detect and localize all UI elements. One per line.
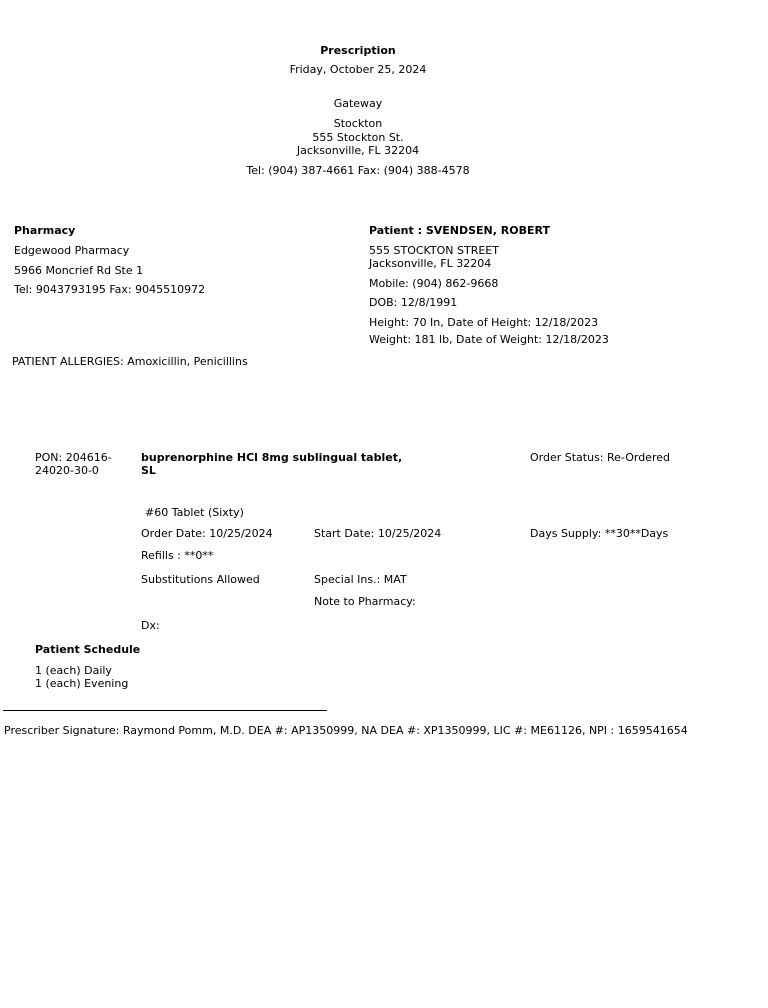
pharmacy-heading: Pharmacy: [14, 224, 76, 237]
diagnosis: Dx:: [141, 619, 160, 632]
schedule-heading: Patient Schedule: [35, 643, 141, 656]
pon-line1: PON: 204616-: [35, 451, 112, 464]
location-name: Stockton: [333, 117, 383, 130]
prescriber-signature: Prescriber Signature: Raymond Pomm, M.D. DEA #: AP1350999, NA DEA #: XP1350999, LIC #: ME61126, NPI : 1659541654: [4, 724, 688, 737]
clinic-name: Gateway: [333, 97, 383, 110]
pharmacy-name: Edgewood Pharmacy: [14, 244, 130, 257]
clinic-address-line1: 555 Stockton St.: [312, 131, 404, 144]
pharmacy-phone-fax: Tel: 9043793195 Fax: 9045510972: [14, 283, 206, 296]
drug-name-line2: SL: [141, 464, 156, 477]
document-date: Friday, October 25, 2024: [289, 63, 427, 76]
patient-mobile: Mobile: (904) 862-9668: [369, 277, 499, 290]
quantity: #60 Tablet (Sixty): [145, 506, 244, 519]
signature-line: [3, 710, 327, 711]
clinic-address-line2: Jacksonville, FL 32204: [296, 144, 420, 157]
patient-heading: Patient : SVENDSEN, ROBERT: [369, 224, 550, 237]
pon-line2: 24020-30-0: [35, 464, 99, 477]
note-to-pharmacy: Note to Pharmacy:: [314, 595, 416, 608]
patient-height: Height: 70 In, Date of Height: 12/18/2023: [369, 316, 599, 329]
patient-weight: Weight: 181 lb, Date of Weight: 12/18/2023: [369, 333, 609, 346]
patient-allergies: PATIENT ALLERGIES: Amoxicillin, Penicillins: [12, 355, 248, 368]
clinic-phone-fax: Tel: (904) 387-4661 Fax: (904) 388-4578: [246, 164, 470, 177]
schedule-item: 1 (each) Daily: [35, 664, 112, 677]
days-supply: Days Supply: **30**Days: [530, 527, 669, 540]
drug-name-line1: buprenorphine HCl 8mg sublingual tablet,: [141, 451, 403, 464]
refills: Refills : **0**: [141, 549, 214, 562]
patient-address-line2: Jacksonville, FL 32204: [369, 257, 492, 270]
order-status: Order Status: Re-Ordered: [530, 451, 670, 464]
patient-address-line1: 555 STOCKTON STREET: [369, 244, 499, 257]
schedule-item: 1 (each) Evening: [35, 677, 129, 690]
special-instructions: Special Ins.: MAT: [314, 573, 407, 586]
document-title: Prescription: [320, 44, 396, 57]
patient-dob: DOB: 12/8/1991: [369, 296, 458, 309]
order-date: Order Date: 10/25/2024: [141, 527, 273, 540]
substitutions: Substitutions Allowed: [141, 573, 260, 586]
pharmacy-address: 5966 Moncrief Rd Ste 1: [14, 264, 144, 277]
start-date: Start Date: 10/25/2024: [314, 527, 442, 540]
